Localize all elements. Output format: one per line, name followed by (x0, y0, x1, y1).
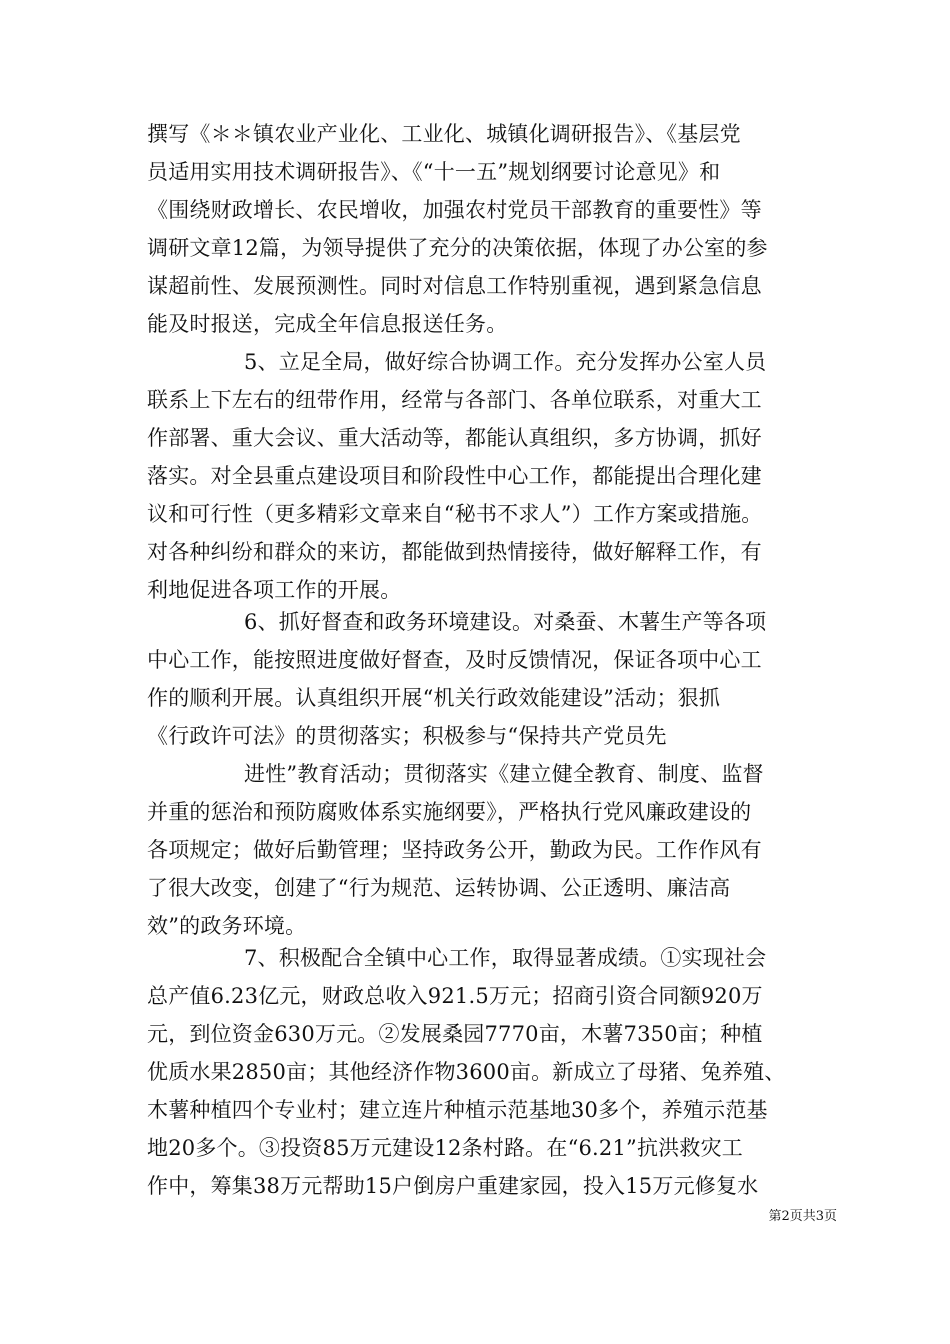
text-line: 员适用实用技术调研报告》、《“十一五”规划纲要讨论意见》和 (147, 160, 721, 184)
text-line: 总产值6.23亿元，财政总收入921.5万元；招商引资合同额920万 (147, 984, 763, 1008)
paragraph-start-line: 6、抓好督查和政务环境建设。对桑蚕、木薯生产等各项 (244, 610, 767, 634)
text-line: 效”的政务环境。 (147, 914, 307, 938)
text-line: 地20多个。③投资85万元建设12条村路。在“6.21”抗洪救灾工 (147, 1136, 743, 1160)
text-line: 谋超前性、发展预测性。同时对信息工作特别重视，遇到紧急信息 (147, 274, 762, 298)
text-line: 元，到位资金630万元。②发展桑园7770亩，木薯7350亩；种植 (147, 1022, 763, 1046)
page-number: 第2页共3页 (768, 1209, 837, 1224)
text-line: 木薯种植四个专业村；建立连片种植示范基地30多个，养殖示范基 (147, 1098, 768, 1122)
text-line: 作部署、重大会议、重大活动等，都能认真组织，多方协调，抓好 (147, 426, 762, 450)
text-line: 撰写《＊＊镇农业产业化、工业化、城镇化调研报告》、《基层党 (147, 122, 741, 146)
text-line: 了很大改变，创建了“行为规范、运转协调、公正透明、廉洁高 (147, 876, 731, 900)
text-line: 优质水果2850亩；其他经济作物3600亩。新成立了母猪、兔养殖、 (147, 1060, 786, 1084)
text-line: 作中，筹集38万元帮助15户倒房户重建家园，投入15万元修复水 (147, 1174, 759, 1198)
text-line: 落实。对全县重点建设项目和阶段性中心工作，都能提出合理化建 (147, 464, 762, 488)
text-line: 并重的惩治和预防腐败体系实施纲要》，严格执行党风廉政建设的 (147, 800, 752, 824)
text-line: 各项规定；做好后勤管理；坚持政务公开，勤政为民。工作作风有 (147, 838, 762, 862)
paragraph-start-line: 5、立足全局，做好综合协调工作。充分发挥办公室人员 (244, 350, 767, 374)
text-line: 《围绕财政增长、农民增收，加强农村党员干部教育的重要性》等 (147, 198, 762, 222)
paragraph-start-line: 7、积极配合全镇中心工作，取得显著成绩。①实现社会 (244, 946, 767, 970)
text-line: 议和可行性（更多精彩文章来自“秘书不求人”）工作方案或措施。 (147, 502, 763, 526)
text-line: 调研文章12篇，为领导提供了充分的决策依据，体现了办公室的参 (147, 236, 768, 260)
text-line: 作的顺利开展。认真组织开展“机关行政效能建设”活动；狠抓 (147, 686, 721, 710)
text-line: 联系上下左右的纽带作用，经常与各部门、各单位联系，对重大工 (147, 388, 762, 412)
text-line-indented: 进性”教育活动；贯彻落实《建立健全教育、制度、监督 (244, 762, 764, 786)
text-line: 利地促进各项工作的开展。 (147, 578, 402, 602)
text-line: 中心工作，能按照进度做好督查，及时反馈情况，保证各项中心工 (147, 648, 762, 672)
text-line: 对各种纠纷和群众的来访，都能做到热情接待，做好解释工作，有 (147, 540, 762, 564)
text-line: 《行政许可法》的贯彻落实；积极参与“保持共产党员先 (147, 724, 667, 748)
text-line: 能及时报送，完成全年信息报送任务。 (147, 312, 508, 336)
